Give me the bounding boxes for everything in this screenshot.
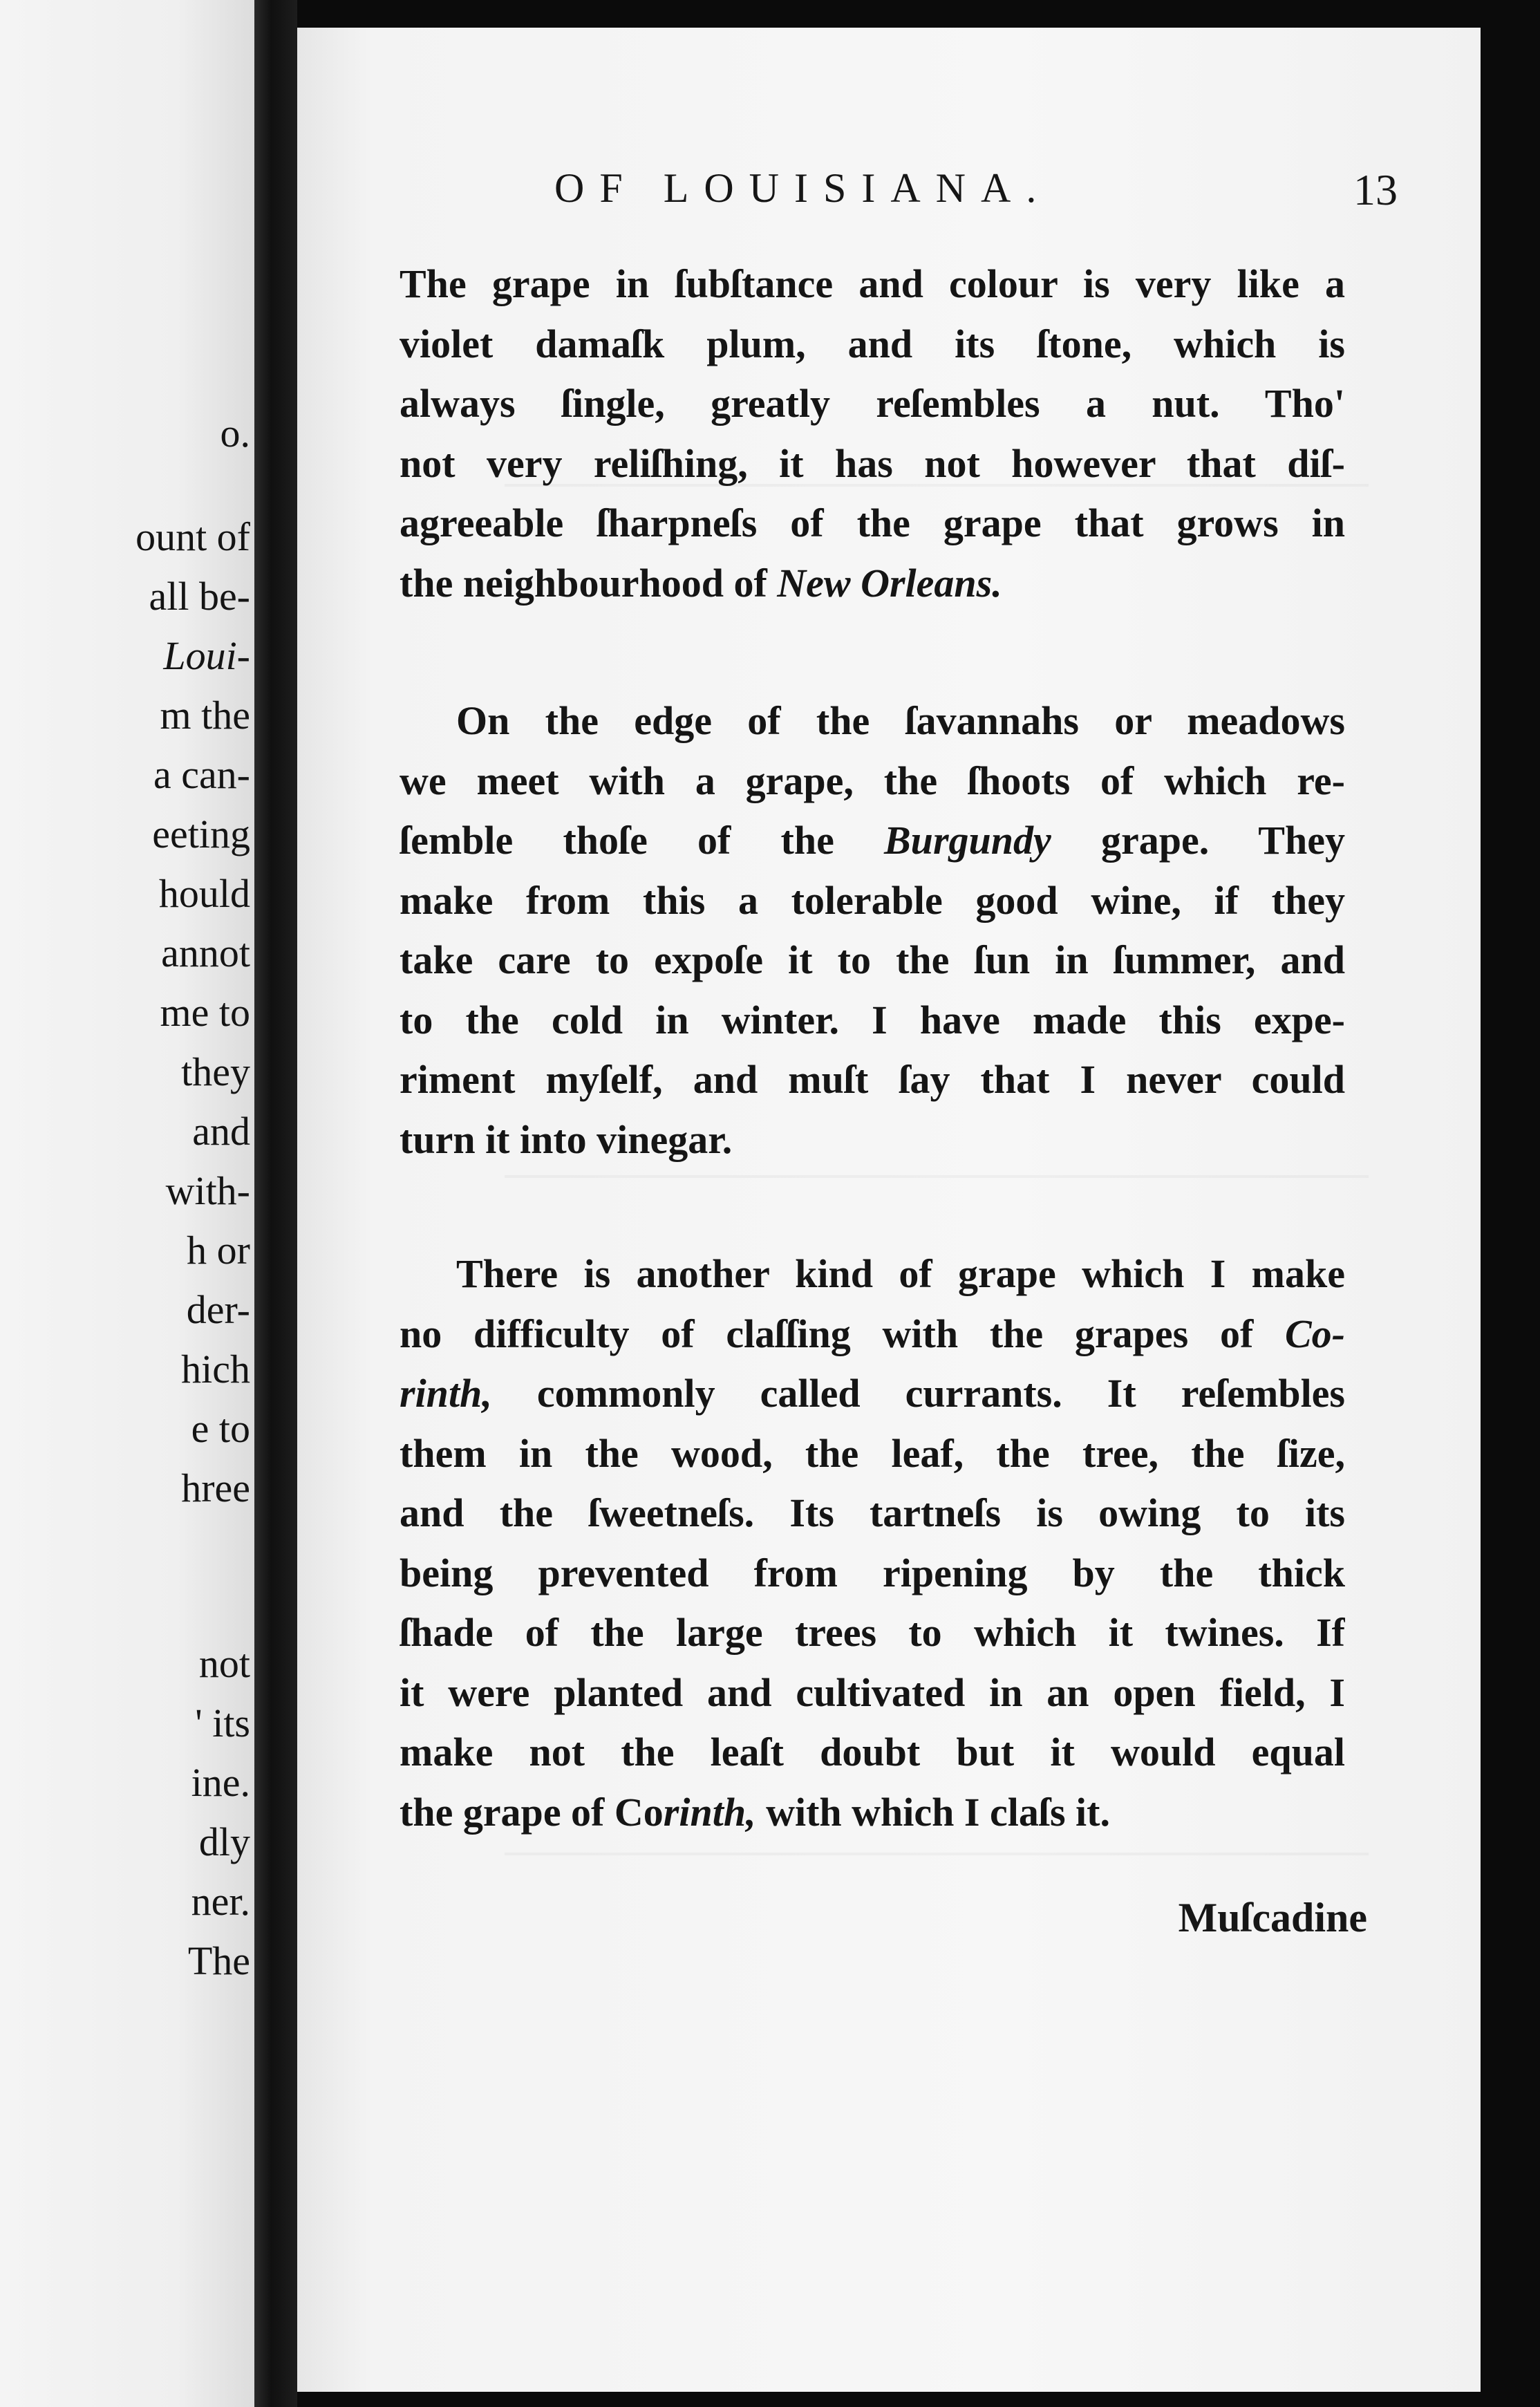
left-page-line: o. xyxy=(220,411,250,456)
left-page-line: der- xyxy=(186,1287,250,1332)
left-page-line: a can- xyxy=(153,752,250,797)
text-line: and the ſweetneſs. Its tartneſs is owing to its xyxy=(400,1490,1345,1535)
text-line: The grape in ſubſtance and colour is very like a xyxy=(400,261,1345,306)
left-page-line: hich xyxy=(181,1347,250,1392)
text-line: There is another kind of grape which I make xyxy=(456,1251,1345,1296)
paragraph-3 xyxy=(400,1244,1345,1842)
running-head: OF LOUISIANA. xyxy=(554,165,1052,211)
book-gutter xyxy=(254,0,297,2407)
left-page-line: me to xyxy=(160,990,250,1035)
text-line: to the cold in winter. I have made this expe- xyxy=(400,997,1345,1042)
text-line: make from this a tolerable good wine, if they xyxy=(400,877,1345,923)
left-page-line: hree xyxy=(181,1465,250,1510)
text-line: the grape of Corinth, with which I claſs it. xyxy=(400,1789,1110,1835)
text-line: riment myſelf, and muſt ſay that I never could xyxy=(400,1057,1345,1102)
text-line: make not the leaſt doubt but it would equal xyxy=(400,1730,1345,1774)
left-page-line: eeting xyxy=(152,812,250,856)
left-page-fragment xyxy=(0,0,254,2407)
text-line: we meet with a grape, the ſhoots of which re- xyxy=(400,758,1345,803)
left-page-line: Loui- xyxy=(163,633,250,678)
left-page-line: annot xyxy=(161,930,250,975)
text-line: no difficulty of claſſing with the grapes of Co- xyxy=(400,1311,1345,1356)
text-line: it were planted and cultivated in an open field, I xyxy=(400,1669,1345,1715)
paragraph-2 xyxy=(400,691,1345,1170)
text-line: ſemble thoſe of the Burgundy grape. They xyxy=(400,818,1345,863)
catchword: Muſcadine xyxy=(1178,1895,1367,1940)
text-line: the neighbourhood of New Orleans. xyxy=(400,560,1002,606)
paragraph-1 xyxy=(400,254,1345,613)
left-page-line: not xyxy=(198,1641,250,1686)
show-through xyxy=(505,1853,1369,1855)
text-line: violet damaſk plum, and its ſtone, which is xyxy=(400,321,1345,366)
text-line: them in the wood, the leaf, the tree, the ſize, xyxy=(400,1430,1345,1476)
left-page-line: all be- xyxy=(149,574,250,619)
text-line: agreeable ſharpneſs of the grape that grows in xyxy=(400,500,1345,545)
left-page-line: The xyxy=(187,1938,250,1983)
left-page-line: they xyxy=(181,1049,250,1094)
left-page-line: h or xyxy=(187,1228,250,1273)
text-line: turn it into vinegar. xyxy=(400,1116,733,1162)
left-page-line: and xyxy=(192,1109,250,1154)
text-line: not very reliſhing, it has not however that diſ- xyxy=(400,440,1345,486)
text-line: ſhade of the large trees to which it twines. If xyxy=(400,1610,1345,1655)
right-page xyxy=(297,28,1481,2392)
text-line: rinth, commonly called currants. It reſembles xyxy=(400,1371,1345,1416)
page-header xyxy=(554,165,1398,227)
left-page-line: ine. xyxy=(191,1760,250,1805)
left-page-line: with- xyxy=(165,1168,250,1213)
left-page-line: ' its xyxy=(195,1701,250,1745)
left-page-line: ner. xyxy=(191,1879,250,1924)
left-page-line: dly xyxy=(198,1819,250,1864)
left-page-line: ount of xyxy=(135,514,250,559)
show-through xyxy=(505,1175,1369,1178)
text-line: On the edge of the ſavannahs or meadows xyxy=(456,698,1345,743)
page-number: 13 xyxy=(1353,165,1398,214)
text-line: being prevented from ripening by the thick xyxy=(400,1550,1345,1595)
left-page-line: hould xyxy=(158,871,250,916)
left-page-line: m the xyxy=(160,693,250,738)
text-line: always ſingle, greatly reſembles a nut. Tho' xyxy=(400,381,1345,426)
text-line: take care to expoſe it to the ſun in ſummer, and xyxy=(400,937,1345,982)
left-page-line: e to xyxy=(191,1406,250,1451)
